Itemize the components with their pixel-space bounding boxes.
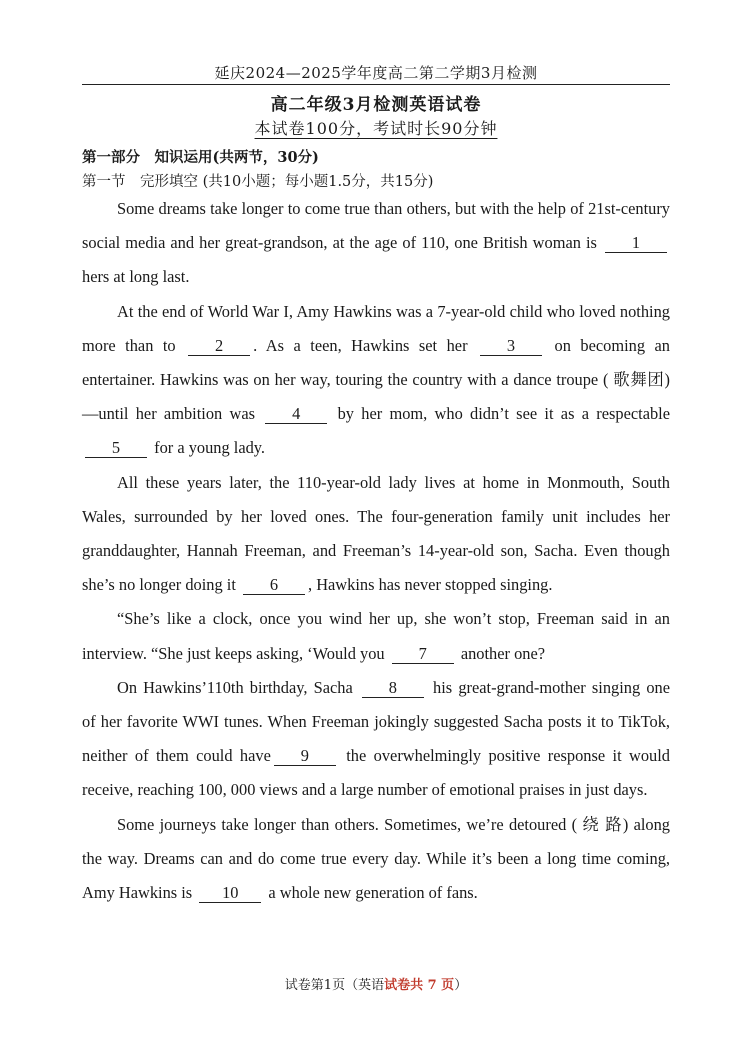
- paragraph-text: “She’s like a clock, once you wind her up, she won’t stop, Freeman said in an interview. “She just keeps asking, ‘Would you: [82, 609, 670, 663]
- paragraph-text: Some journeys take longer than others. Sometimes, we’re detoured ( 绕 路) along the way. Dreams can and do come true every day. While it’s been a long time coming, Amy Hawkins is: [82, 814, 670, 903]
- blank-2: 2: [188, 337, 250, 356]
- paragraph-text: his great-grand-mother singing one of her favorite WWI tunes. When Freeman jokingly suggested Sacha posts it to TikTok, neither of them could have: [82, 677, 670, 766]
- paragraph-3: [82, 466, 670, 603]
- blank-3: 3: [480, 337, 542, 356]
- paragraph-text: . As a teen, Hawkins set her: [253, 335, 468, 355]
- paragraph-text: hers at long last.: [82, 267, 190, 287]
- part-heading: 第一部分 知识运用(共两节，30分): [82, 149, 319, 166]
- paragraph-text: another one?: [460, 643, 546, 663]
- section-heading: 第一节 完形填空 (共10小题；每小题1.5分，共15分): [82, 174, 434, 190]
- blank-5: 5: [85, 439, 147, 458]
- blank-6: 6: [243, 576, 305, 595]
- paragraph-text: At the end of World War I, Amy Hawkins was a 7-year-old child who loved nothing more than to: [82, 301, 670, 355]
- paragraph-text: Some dreams take longer to come true than others, but with the help of 21st-century social media and her great-grandson, at the age of 110, one British woman is: [82, 199, 670, 253]
- header-divider: [82, 84, 670, 85]
- footer-suffix: ）: [454, 978, 468, 993]
- paragraph-text: by her mom, who didn’t see it as a respectable: [337, 404, 670, 424]
- school-header: 延庆2024—2025学年度高二第二学期3月检测: [214, 64, 538, 82]
- exam-subtitle: [82, 116, 670, 139]
- paragraph-2: [82, 295, 670, 466]
- paragraph-1: [82, 192, 670, 295]
- blank-9: 9: [274, 747, 336, 766]
- exam-title: 高二年级3月检测英语试卷: [270, 95, 482, 115]
- blank-7: 7: [392, 645, 454, 664]
- paragraph-text: On Hawkins’110th birthday, Sacha: [117, 677, 353, 697]
- paragraph-text: for a young lady.: [154, 438, 266, 458]
- paragraph-4: [82, 602, 670, 670]
- exam-subtitle-text: 本试卷100分，考试时长90分钟: [254, 119, 498, 138]
- paragraph-text: All these years later, the 110-year-old lady lives at home in Monmouth, South Wales, surrounded by her loved ones. The four-generation family unit includes her granddaughter, Hannah Freeman, and Freeman’s 14-year-old son, Sacha. Even though she’s no longer doing it: [82, 472, 670, 595]
- paragraph-text: a whole new generation of fans.: [268, 883, 478, 903]
- paragraph-5: [82, 671, 670, 808]
- paragraph-text: , Hawkins has never stopped singing.: [308, 575, 553, 595]
- blank-8: 8: [362, 679, 424, 698]
- paragraph-6: [82, 808, 670, 911]
- blank-1: 1: [605, 234, 667, 253]
- page-footer: [82, 974, 670, 993]
- footer-prefix: 试卷第1页（英语: [284, 978, 385, 993]
- blank-10: 10: [199, 884, 261, 903]
- paragraph-text: the overwhelmingly positive response it would receive, reaching 100, 000 views and a large number of emotional praises in just days.: [82, 746, 670, 800]
- paragraph-text: on becoming an entertainer. Hawkins was on her way, touring the country with a dance troupe ( 歌舞团) —until her ambition was: [82, 335, 670, 424]
- footer-page-count: 试卷共 7 页: [384, 978, 455, 993]
- cloze-passage: [82, 192, 670, 910]
- blank-4: 4: [265, 405, 327, 424]
